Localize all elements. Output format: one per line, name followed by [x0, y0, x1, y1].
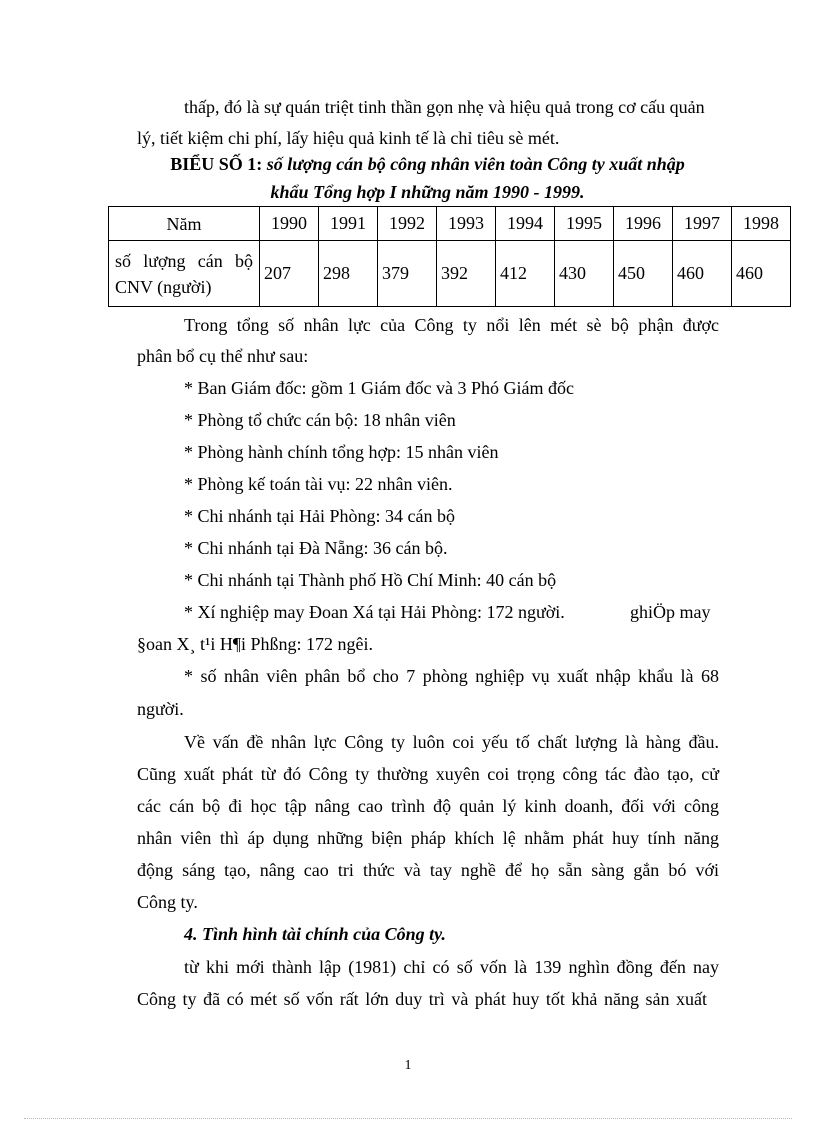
count-cell: 207 [260, 241, 319, 307]
count-cell: 298 [319, 241, 378, 307]
count-cell: 450 [614, 241, 673, 307]
row-label-line: số lượng cán bộ [115, 250, 253, 271]
year-cell: 1998 [732, 207, 791, 241]
bullet-item: * số nhân viên phân bổ cho 7 phòng nghiệp vụ xuất nhập khẩu là 68 [184, 666, 719, 686]
bullet-item: * Phòng tổ chức cán bộ: 18 nhân viên [184, 410, 456, 430]
table-title-line2 [135, 178, 720, 206]
bullet-item: * Phòng kế toán tài vụ: 22 nhân viên. [184, 474, 453, 494]
year-cell: 1993 [437, 207, 496, 241]
year-header: Năm [109, 207, 260, 241]
paragraph-line: Công ty. [137, 892, 198, 912]
garbled-text: §oan X¸ t¹i H¶i Phßng: 172 ngêi. [137, 634, 374, 654]
table-header-row [109, 207, 791, 241]
bullet-item: * Chi nhánh tại Đà Nẵng: 36 cán bộ. [184, 538, 448, 558]
year-cell: 1995 [555, 207, 614, 241]
count-cell: 430 [555, 241, 614, 307]
paragraph-line: Trong tổng số nhân lực của Công ty nổi lên mét sè bộ phận được [184, 315, 719, 335]
bullet-item-continuation: người. [137, 699, 184, 719]
paragraph-line: Về vấn đề nhân lực Công ty luôn coi yếu tố chất lượng là hàng đầu. [184, 732, 719, 752]
paragraph-line: Công ty đã có mét số vốn rất lớn duy trì và phát huy tốt khả năng sản xuất [137, 989, 707, 1009]
paragraph-line: phân bổ cụ thể như sau: [137, 346, 309, 366]
bullet-item: * Chi nhánh tại Thành phố Hồ Chí Minh: 40 cán bộ [184, 570, 557, 590]
count-cell: 379 [378, 241, 437, 307]
paragraph-line: các cán bộ đi học tập nâng cao trình độ quản lý kinh doanh, đối với công [137, 796, 719, 816]
count-cell: 460 [673, 241, 732, 307]
paragraph-line: từ khi mới thành lập (1981) chỉ có số vốn là 139 nghìn đồng đến nay [184, 957, 719, 977]
row-label-line: CNV (người) [115, 276, 212, 297]
year-cell: 1990 [260, 207, 319, 241]
year-cell: 1992 [378, 207, 437, 241]
paragraph-line: Cũng xuất phát từ đó Công ty thường xuyên coi trọng công tác đào tạo, cử [137, 764, 719, 784]
bullet-item: * Ban Giám đốc: gồm 1 Giám đốc và 3 Phó Giám đốc [184, 378, 574, 398]
page-border-line [24, 1118, 792, 1119]
paragraph-line: động sáng tạo, nâng cao tri thức và tay nghề để họ sẵn sàng gắn bó với [137, 860, 719, 880]
page-number: 1 [404, 1058, 412, 1073]
count-cell: 412 [496, 241, 555, 307]
table-title [135, 150, 720, 178]
count-cell: 460 [732, 241, 791, 307]
table-title-text: khẩu Tổng hợp I những năm 1990 - 1999. [270, 182, 585, 202]
row-label [109, 241, 260, 307]
bullet-item: * Chi nhánh tại Hải Phòng: 34 cán bộ [184, 506, 455, 526]
year-cell: 1997 [673, 207, 732, 241]
year-cell: 1991 [319, 207, 378, 241]
count-cell: 392 [437, 241, 496, 307]
section-heading: 4. Tình hình tài chính của Công ty. [184, 924, 446, 944]
table-title-label: BIỂU SỐ 1: [170, 154, 263, 174]
garbled-text: ghiÖp may [630, 602, 711, 622]
year-cell: 1994 [496, 207, 555, 241]
bullet-item: * Xí nghiệp may Đoan Xá tại Hải Phòng: 172 người. [184, 602, 565, 622]
paragraph-line: lý, tiết kiệm chi phí, lấy hiệu quả kinh tế là chỉ tiêu sè mét. [137, 128, 560, 148]
paragraph-line: thấp, đó là sự quán triệt tinh thần gọn nhẹ và hiệu quả trong cơ cấu quản [184, 97, 705, 117]
table-data-row [109, 241, 791, 307]
paragraph-line: nhân viên thì áp dụng những biện pháp khích lệ nhằm phát huy tính năng [137, 828, 719, 848]
table-title-text: số lượng cán bộ công nhân viên toàn Công ty xuất nhập [266, 154, 685, 174]
bullet-item: * Phòng hành chính tổng hợp: 15 nhân viên [184, 442, 499, 462]
year-cell: 1996 [614, 207, 673, 241]
staff-count-table [108, 206, 791, 307]
